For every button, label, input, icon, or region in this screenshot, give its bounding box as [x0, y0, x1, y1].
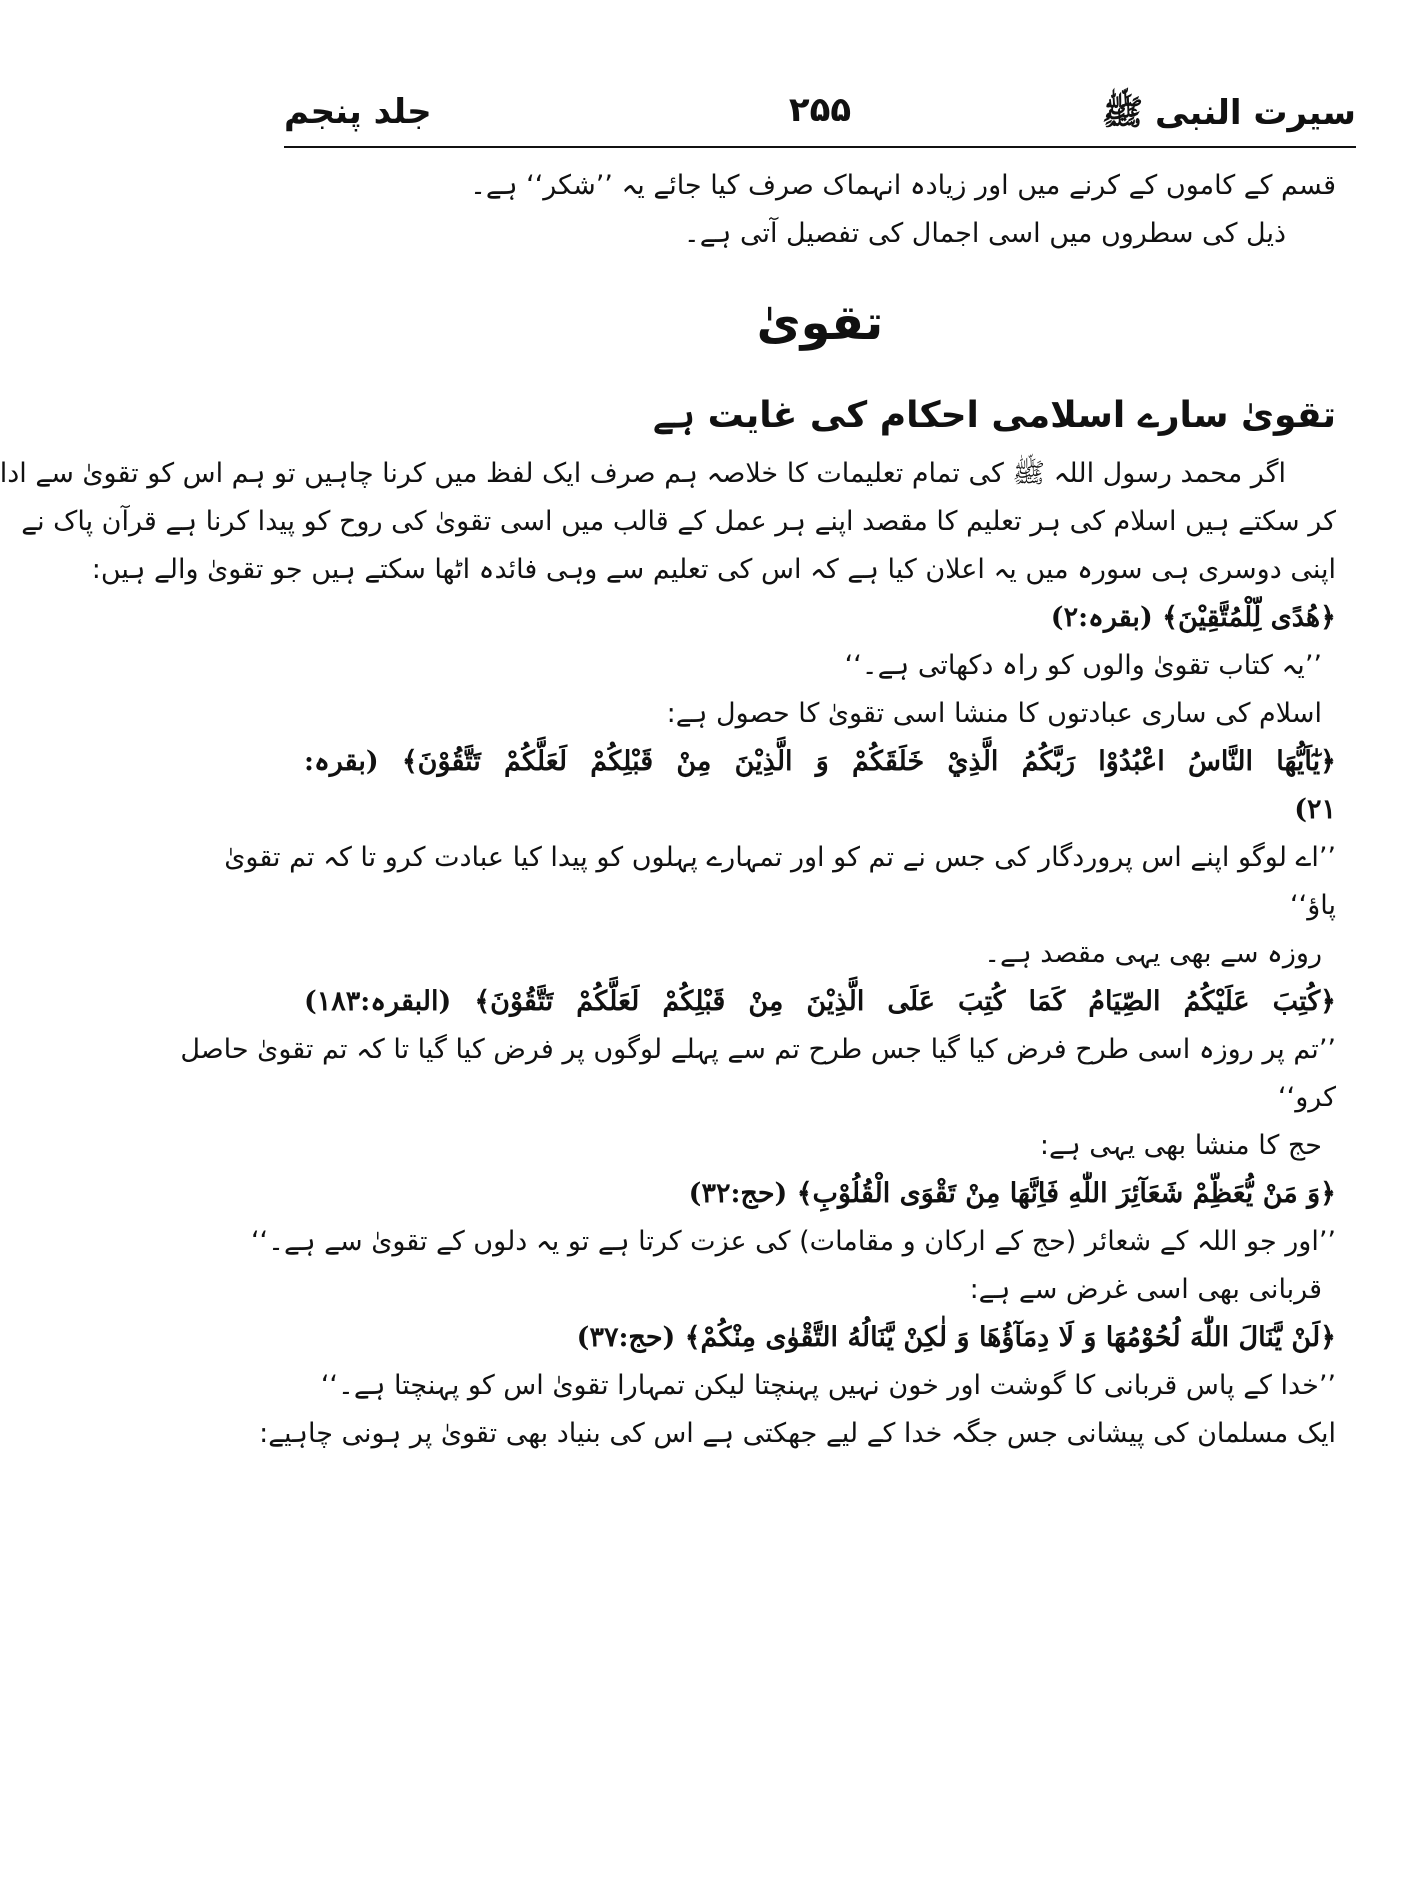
- running-title: سیرت النبی ﷺ: [1102, 93, 1356, 133]
- paragraph-line: اگر محمد رسول اللہ ﷺ کی تمام تعلیمات کا خلاصہ ہم صرف ایک لفظ میں کرنا چاہیں تو ہم اس کو تقویٰ سے ادا: [0, 458, 1286, 489]
- volume-label: جلد پنجم: [284, 92, 432, 132]
- body-line: ایک مسلمان کی پیشانی جس جگہ خدا کے لیے جھکتی ہے اس کی بنیاد بھی تقویٰ پر ہونی چاہیے:: [259, 1418, 1336, 1449]
- verse-translation: کرو‘‘: [1278, 1082, 1336, 1113]
- verse-translation: ’’اے لوگو اپنے اس پروردگار کی جس نے تم کو اور تمہارے پہلوں کو پیدا کیا عبادت کرو تا کہ تم تقویٰ: [224, 842, 1336, 873]
- subheading: تقویٰ سارے اسلامی احکام کی غایت ہے: [652, 395, 1336, 436]
- body-line: قسم کے کاموں کے کرنے میں اور زیادہ انہماک صرف کیا جائے یہ ’’شکر‘‘ ہے۔: [470, 170, 1336, 201]
- quran-verse: ﴿وَ مَنْ يُّعَظِّمْ شَعَآئِرَ اللّٰهِ فَاِنَّهَا مِنْ تَقْوَى الْقُلُوْبِ﴾ (حج:۳۲): [688, 1178, 1336, 1209]
- body-line: حج کا منشا بھی یہی ہے:: [1039, 1130, 1322, 1161]
- verse-translation: ’’خدا کے پاس قربانی کا گوشت اور خون نہیں پہنچتا لیکن تمہارا تقویٰ اس کو پہنچتا ہے۔‘‘: [320, 1370, 1336, 1401]
- page-header: [284, 88, 1356, 148]
- paragraph-line: کر سکتے ہیں اسلام کی ہر تعلیم کا مقصد اپنے ہر عمل کے قالب میں اسی تقویٰ کی روح کو پیدا کرنا ہے قرآن پاک نے: [21, 506, 1336, 537]
- page-body: [0, 162, 1336, 1458]
- body-line: اسلام کی ساری عبادتوں کا منشا اسی تقویٰ کا حصول ہے:: [666, 698, 1322, 729]
- paragraph-line: اپنی دوسری ہی سورہ میں یہ اعلان کیا ہے کہ اس کی تعلیم سے وہی فائدہ اٹھا سکتے ہیں جو تقویٰ والے ہیں:: [91, 554, 1336, 585]
- quran-verse: ﴿لَنْ يَّنَالَ اللّٰهَ لُحُوْمُهَا وَ لَا دِمَآؤُهَا وَ لٰكِنْ يَّنَالُهُ التَّقْوٰى مِنْكُمْ﴾ (حج:۳۷): [576, 1322, 1336, 1353]
- verse-translation: ’’یہ کتاب تقویٰ والوں کو راہ دکھاتی ہے۔‘‘: [844, 650, 1322, 681]
- quran-verse: ﴿كُتِبَ عَلَيْكُمُ الصِّيَامُ كَمَا كُتِبَ عَلَى الَّذِيْنَ مِنْ قَبْلِكُمْ لَعَلَّكُمْ تَتَّقُوْنَ﴾ (البقرہ:۱۸۳): [304, 986, 1336, 1017]
- quran-verse: ۲۱): [1294, 794, 1336, 825]
- page-number: ۲۵۵: [788, 90, 852, 130]
- body-line: قربانی بھی اسی غرض سے ہے:: [969, 1274, 1322, 1305]
- quran-verse: ﴿هُدًى لِّلْمُتَّقِيْنَ﴾ (بقرہ:۲): [1050, 602, 1336, 633]
- body-line: ذیل کی سطروں میں اسی اجمال کی تفصیل آتی ہے۔: [683, 218, 1286, 249]
- body-line: روزہ سے بھی یہی مقصد ہے۔: [984, 938, 1322, 969]
- quran-verse: ﴿يٰٓاَيُّهَا النَّاسُ اعْبُدُوْا رَبَّكُمُ الَّذِيْ خَلَقَكُمْ وَ الَّذِيْنَ مِنْ قَبْلِكُمْ لَعَلَّكُمْ تَتَّقُوْنَ﴾ (بقرہ:: [304, 746, 1336, 777]
- section-title: تقویٰ: [756, 295, 884, 351]
- verse-translation: ’’تم پر روزہ اسی طرح فرض کیا گیا جس طرح تم سے پہلے لوگوں پر فرض کیا گیا تا کہ تم تقویٰ حاصل: [180, 1034, 1336, 1065]
- verse-translation: ’’اور جو اللہ کے شعائر (حج کے ارکان و مقامات) کی عزت کرتا ہے تو یہ دلوں کے تقویٰ سے ہے۔‘‘: [250, 1226, 1336, 1257]
- verse-translation: پاؤ‘‘: [1290, 890, 1336, 921]
